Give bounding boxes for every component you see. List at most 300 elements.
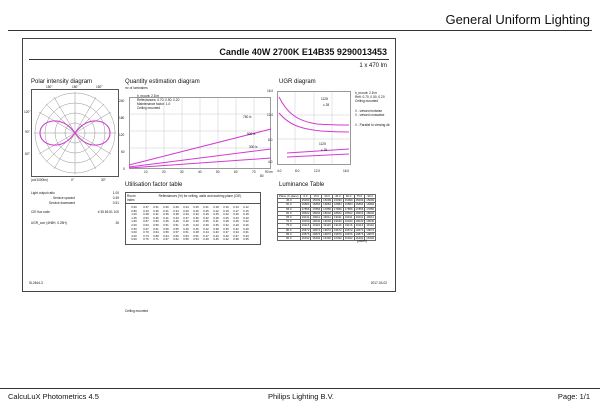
ratio-label: Light output ratio [31,191,55,195]
utilisation-row [127,238,259,242]
luminance-cell: 16884 [366,202,375,207]
utilisation-cell: 0.56 [163,226,169,231]
utilisation-cell: 0.37 [233,233,239,238]
ugr-y-tick: 16.0 [267,89,274,93]
utilisation-cell: 0.22 [223,212,229,217]
utilisation-cell: 0.63 [143,222,149,227]
luminance-cell: 17856 [333,206,342,211]
utilisation-cell: 0.32 [233,226,239,231]
utilisation-cell: 0.56 [153,222,159,227]
luminance-cell: 85.0 [278,232,301,236]
utilisation-cell: 0.55 [173,226,179,231]
luminance-cell: 90.0 [278,237,301,241]
quantity-diagram-title: Quantity estimation diagram [125,79,200,85]
utilisation-cell: 0.13 [233,205,239,209]
room-index-cell: 0.80 [131,208,137,213]
utilisation-cell: 0.35 [203,219,209,224]
utilisation-cell: 0.34 [173,208,179,213]
luminance-cell: 19116 [334,223,342,228]
quantity-param: Maintenance factor: 1.0 [137,102,171,106]
utilisation-cell: 0.29 [203,212,209,217]
luminance-cell: 18602 [312,210,321,215]
utilisation-cell: 0.17 [233,208,239,213]
luminance-cell: 16492 [323,236,331,241]
datasheet-frame [22,38,396,313]
utilisation-cell: 0.42 [223,237,229,242]
luminance-cell: 15099 [323,198,331,203]
utilisation-cell: 0.19 [223,208,229,213]
luminance-cell: 15099 [355,198,364,203]
ugr-legend [355,91,393,141]
utilisation-cell: 0.71 [153,237,159,242]
quantity-y-tick: 60 [121,150,125,154]
luminance-cell: 16492 [333,236,342,241]
ugr-diagram-title: UGR diagram [279,79,316,85]
room-index-cell: 0.60 [131,205,137,209]
utilisation-cell: 0.41 [153,212,159,217]
quantity-x-unit: 90 m² [265,170,274,174]
luminance-cell: 16884 [355,202,364,207]
footer-software: CalcuLuX Photometrics 4.5 [8,392,99,401]
utilisation-cell: 0.42 [203,226,209,231]
luminance-cell: 16884 [301,202,310,207]
ugr-plot [277,91,351,165]
utilisation-cell: 0.60 [173,233,179,238]
utilisation-cell: 0.16 [223,205,229,209]
utilisation-cell: 0.74 [143,233,149,238]
ugr-legend-line: Refl: 0.70, 0.50, 0.20 [355,95,385,99]
polar-bottom-label-0: 0° [71,178,75,182]
utilisation-cell: 0.35 [223,226,229,231]
utilisation-cell: 0.43 [193,222,199,227]
luminance-cell: 19876 [355,231,364,236]
utilisation-cell: 0.25 [213,212,219,217]
sheet-code: SL2464-3 [29,281,43,285]
luminance-cell: 19011 [334,215,342,220]
utilisation-cell: 0.35 [243,237,249,242]
luminance-header-cell: 90.0 [365,195,376,199]
ugr-y-tick: 4.0 [268,160,273,164]
room-index-cell: 2.50 [131,226,137,231]
ugr-corr-value: 26 [115,221,119,225]
luminance-cell: 18602 [323,210,331,215]
quantity-y-tick: 240 [119,99,125,103]
polar-bottom-label-30: 30° [101,178,106,182]
quantity-param: h_mount: 2.8 m [137,94,160,98]
utilisation-cell: 0.41 [163,215,169,220]
ugr-corr-label: UGR_corr (4H8H, 0.25H) [31,221,67,225]
luminance-cell: 15099 [312,198,321,203]
luminance-cell: 19876 [323,231,331,236]
utilisation-cell: 0.31 [213,219,219,224]
utilisation-cell: 0.26 [243,222,249,227]
utilisation-cell: 0.31 [163,208,169,213]
luminance-cell: 16884 [333,202,342,207]
luminance-cell: 17856 [323,206,331,211]
luminance-cell: 55.0 [278,207,301,211]
quantity-x-ticks [129,170,289,176]
utilisation-cell: 0.21 [203,205,209,209]
luminance-title: Luminance Table [279,182,325,188]
utilisation-cell: 0.25 [223,215,229,220]
utilisation-cell: 0.68 [153,233,159,238]
utilisation-cell: 0.22 [243,219,249,224]
utilisation-cell: 0.67 [163,237,169,242]
utilisation-cell: 0.28 [223,219,229,224]
utilisation-cell: 0.45 [183,222,189,227]
utilisation-cell: 0.51 [163,222,169,227]
ugr-legend-key: // - Parallel to viewing dir. [355,123,391,127]
luminance-cell: 18602 [355,210,364,215]
quantity-x-tick: 80 [260,174,264,178]
ugr-upper-label: 1128 [321,97,328,101]
luminance-cell: 19011 [323,215,331,220]
luminance-header-cell: 45.0 [332,195,343,199]
room-index-cell: 1.25 [131,215,137,220]
utilisation-cell: 0.47 [203,233,209,238]
polar-side-label-120: 120° [24,110,31,114]
utilisation-cell: 0.46 [153,215,159,220]
luminance-cell: 19011 [301,215,310,220]
utilisation-cell: 0.34 [233,230,239,235]
luminance-cell: 80.0 [278,228,301,232]
utilisation-cell: 0.64 [163,233,169,238]
ratios-block [31,191,119,231]
luminance-cell: 19116 [312,223,321,228]
utilisation-cell: 0.29 [233,222,239,227]
polar-top-label-center: 180° [72,85,79,89]
utilisation-cell: 0.36 [193,215,199,220]
luminance-cell: 15099 [301,198,310,203]
ugr-legend-line: Ceiling mounted [355,99,379,103]
utilisation-cell: 0.38 [233,237,239,242]
utilisation-cell: 0.18 [213,205,219,209]
ugr-marker-25: ≥ 25 [321,148,328,152]
luminance-cell: 19116 [323,223,331,228]
luminance-cell: 18602 [366,210,375,215]
utilisation-cell: 0.46 [193,226,199,231]
luminance-header-cell: 75.0 [354,195,365,199]
utilisation-cell: 0.45 [213,237,219,242]
utilisation-cell: 0.37 [223,230,229,235]
utilisation-note: Ceiling mounted [125,309,149,313]
luminance-cell: 17856 [366,206,375,211]
luminance-table [277,194,376,241]
luminance-cell: 70.0 [278,220,301,224]
luminance-cell: 15099 [366,198,375,203]
polar-plot [32,90,118,176]
quantity-x-tick: 40 [198,170,202,174]
utilisation-cell: 0.26 [163,205,169,209]
product-rule [29,59,389,60]
utilisation-cell: 0.31 [243,230,249,235]
luminance-cell: 19876 [312,231,321,236]
polar-side-label-60: 60° [25,152,30,156]
utilisation-cell: 0.59 [163,230,169,235]
polar-top-label-right: 150° [96,85,103,89]
luminance-cell: 17856 [301,206,310,211]
utilisation-cell: 0.51 [193,233,199,238]
utilisation-cell: 0.18 [243,212,249,217]
luminance-cell: 19876 [301,231,310,236]
ratio-value: 1.00 [112,191,119,195]
luminance-cell: 19116 [344,223,353,228]
room-index-cell: 1.00 [131,212,137,217]
lamp-spec: 1 x 470 lm [359,63,387,69]
polar-diagram-title: Polar intensity diagram [31,79,93,85]
luminance-cell: 19116 [355,223,364,228]
utilisation-cell: 0.48 [193,230,199,235]
luminance-cell: 19116 [366,223,374,228]
utilisation-cell: 0.49 [183,226,189,231]
quantity-x-tick: 30 [180,170,184,174]
luminance-cell: 19876 [333,231,342,236]
luminance-cell: 19040 [301,219,310,224]
polar-diagram [24,85,119,177]
utilisation-cell: 0.36 [163,212,169,217]
utilisation-cell: 0.22 [213,208,219,213]
sheet-date: 2017-03-02 [370,281,387,285]
luminance-cell: 19672 [366,227,375,232]
quantity-param: Ceiling mounted [137,106,161,110]
utilisation-cell: 0.51 [173,222,179,227]
luminance-cell: 19040 [333,219,342,224]
utilisation-title: Utilisation factor table [125,182,183,188]
utilisation-cell: 0.39 [193,219,199,224]
utilisation-cell: 0.53 [143,215,149,220]
room-index-cell: 3.00 [131,230,137,235]
utilisation-cell: 0.38 [173,212,179,217]
room-index-label: Room index [127,194,136,202]
utilisation-cell: 0.20 [243,215,249,220]
luminance-cell: 15099 [333,198,342,203]
quantity-x-tick: 60 [234,170,238,174]
luminance-header-cell: 30.0 [322,195,333,199]
luminance-cell: 16884 [344,202,353,207]
luminance-cell: 18602 [301,210,310,215]
utilisation-cell: 0.40 [183,219,189,224]
utilisation-cell: 0.33 [183,212,189,217]
luminance-cell: 50.0 [278,203,301,207]
utilisation-cell: 0.37 [143,205,149,209]
utilisation-cell: 0.76 [143,237,149,242]
ugr-curve-lower-1 [287,149,349,153]
quantity-x-tick: 10 [144,170,148,174]
luminance-cell: 19116 [301,223,310,228]
utilisation-cell: 0.45 [163,219,169,224]
quantity-y-tick: 180 [119,116,125,120]
utilisation-cell: 0.51 [183,230,189,235]
luminance-cell: 19011 [366,215,374,220]
utilisation-cell: 0.35 [213,222,219,227]
luminance-cell: 18602 [344,210,353,215]
polar-side-label-90: 90° [25,130,30,134]
quantity-x-tick: 70 [252,170,256,174]
utilisation-cell: 0.40 [213,230,219,235]
luminance-cell: 60.0 [278,211,301,215]
curve-label-300: 300 lx [249,145,258,149]
utilisation-cell: 0.37 [183,215,189,220]
utilisation-cell: 0.43 [213,233,219,238]
cie-flux-label: CIE flux code [31,210,50,214]
luminance-cell: 19011 [312,215,321,220]
luminance-cell: 16884 [312,202,321,207]
utilisation-cell: 0.12 [243,205,249,209]
utilisation-cell: 0.29 [183,208,189,213]
ratio-value: 0.49 [112,196,119,200]
footer-company: Philips Lighting B.V. [268,392,335,401]
footer-page: Page: 1/1 [557,392,590,401]
utilisation-cell: 0.54 [183,233,189,238]
luminance-unit: (cd/m²) [357,239,368,243]
room-index-cell: 5.00 [131,237,137,242]
luminance-cell: 16492 [366,236,375,241]
utilisation-cell: 0.36 [153,208,159,213]
quantity-x-tick: 50 [216,170,220,174]
luminance-cell: 19672 [301,227,310,232]
cie-flux-value: # 35 66 51 100 [97,210,119,214]
ugr-x-tick: 16.0 [343,169,350,173]
quantity-unit-label: m² of luminaires [125,86,148,90]
luminance-cell: 75.0 [278,224,301,228]
utilisation-cell: 0.32 [223,222,229,227]
utilisation-cell: 0.53 [193,237,199,242]
luminance-cell: 19672 [355,227,364,232]
header-rule [8,30,592,31]
luminance-header-cell: 15.0 [311,195,322,199]
utilisation-cell: 0.31 [153,205,159,209]
luminance-cell: 16492 [344,236,353,241]
utilisation-cell: 0.15 [243,208,249,213]
luminance-cell: 19672 [344,227,353,232]
utilisation-cell: 0.25 [233,219,239,224]
quantity-y-tick: 120 [119,133,125,137]
utilisation-cell: 0.43 [173,215,179,220]
utilisation-rows [126,204,260,244]
utilisation-cell: 0.67 [143,226,149,231]
ugr-legend-line: h_mount: 2.8 m [355,91,378,95]
luminance-cell: 19040 [344,219,353,224]
luminance-cell: 15099 [344,198,353,203]
utilisation-cell: 0.49 [203,237,209,242]
luminance-cell: 19040 [312,219,321,224]
utilisation-cell: 0.29 [243,226,249,231]
luminance-header-cell: 60.0 [343,195,354,199]
document-header-title: General Uniform Lighting [445,12,590,27]
curve-label-750: 750 lx [243,115,252,119]
product-title: Candle 40W 2700K E14B35 9290013453 [219,47,387,57]
ugr-x-tick: 12.0 [314,169,321,173]
utilisation-cell: 0.23 [233,215,239,220]
ugr-y-tick: 8.0 [268,138,273,142]
utilisation-cell: 0.40 [223,233,229,238]
ratio-value: 0.51 [112,201,119,205]
luminance-cell: 17856 [355,206,364,211]
utilisation-cell: 0.28 [213,215,219,220]
luminance-header-cell: Plane (C-plane) [279,194,299,198]
luminance-cell: 19672 [312,227,321,232]
luminance-cell: 17856 [312,206,321,211]
utilisation-cell: 0.24 [183,205,189,209]
utilisation-cell: 0.62 [173,237,179,242]
utilisation-cell: 0.32 [203,215,209,220]
utilisation-cell: 0.56 [183,237,189,242]
luminance-cell: 18602 [333,210,342,215]
room-index-cell: 4.00 [131,233,137,238]
utilisation-cell: 0.33 [243,233,249,238]
polar-unit: (cd/1000lm) [31,178,48,182]
ugr-marker-28: ≥ 28 [323,103,330,107]
utilisation-cell: 0.64 [153,230,159,235]
ugr-x-tick: 8.0 [295,169,300,173]
reflectance-header: Reflectances (%) for ceiling, walls and working plane (CIE) [158,194,242,198]
utilisation-cell: 0.25 [203,208,209,213]
ugr-x-tick: 4.0 [277,169,282,173]
luminance-cell: 19040 [355,219,364,224]
polar-top-label-left: 150° [46,85,53,89]
utilisation-cell: 0.70 [143,230,149,235]
utilisation-cell: 0.38 [213,226,219,231]
ugr-curve-lower-2 [287,154,349,157]
utilisation-cell: 0.61 [153,226,159,231]
ratio-label: Service upward [53,196,75,200]
footer-rule [0,388,600,389]
luminance-cell: 19672 [333,227,342,232]
utilisation-cell: 0.29 [193,208,199,213]
quantity-param: Reflectances: 0.70, 0.50, 0.20 [137,98,180,102]
utilisation-cell: 0.48 [143,212,149,217]
utilisation-cell: 0.57 [173,230,179,235]
utilisation-cell: 0.33 [193,212,199,217]
luminance-cell: 19040 [366,219,375,224]
utilisation-cell: 0.46 [173,219,179,224]
utilisation-cell: 0.44 [203,230,209,235]
luminance-cell: 16492 [312,236,321,241]
utilisation-cell: 0.43 [143,208,149,213]
room-index-cell: 1.50 [131,219,137,224]
luminance-cell: 17856 [344,206,353,211]
quantity-y-tick: 0 [123,167,125,171]
luminance-cell: 16492 [355,236,364,241]
ugr-legend-key: // - viewed crosswise [355,113,385,117]
utilisation-cell: 0.29 [173,205,179,209]
utilisation-cell: 0.25 [193,205,199,209]
luminance-cell: 19876 [366,231,375,236]
utilisation-cell: 0.20 [233,212,239,217]
utilisation-table [125,192,261,245]
luminance-cell: 19672 [323,227,331,232]
room-index-cell: 2.00 [131,222,137,227]
ugr-legend-key: // - viewed endwise [355,109,383,113]
luminance-cell: 19011 [344,215,353,220]
luminance-cell: 19011 [355,215,364,220]
luminance-header-cell: 0.0 [300,195,311,199]
luminance-cell: 45.0 [278,199,301,203]
luminance-cell: 16492 [301,236,310,241]
utilisation-cell: 0.50 [153,219,159,224]
ugr-lower-label: 1125 [319,142,326,146]
quantity-x-tick: 20 [162,170,166,174]
luminance-cell: 16884 [323,202,331,207]
ratio-label: Service downward [49,201,76,205]
utilisation-cell: 0.57 [143,219,149,224]
luminance-cell: 19040 [323,219,331,224]
luminance-cell: 65.0 [278,216,301,220]
luminance-cell: 19876 [344,231,353,236]
utilisation-cell: 0.39 [203,222,209,227]
ugr-y-tick: 12.0 [267,113,274,117]
curve-label-500: 500 lx [247,132,256,136]
